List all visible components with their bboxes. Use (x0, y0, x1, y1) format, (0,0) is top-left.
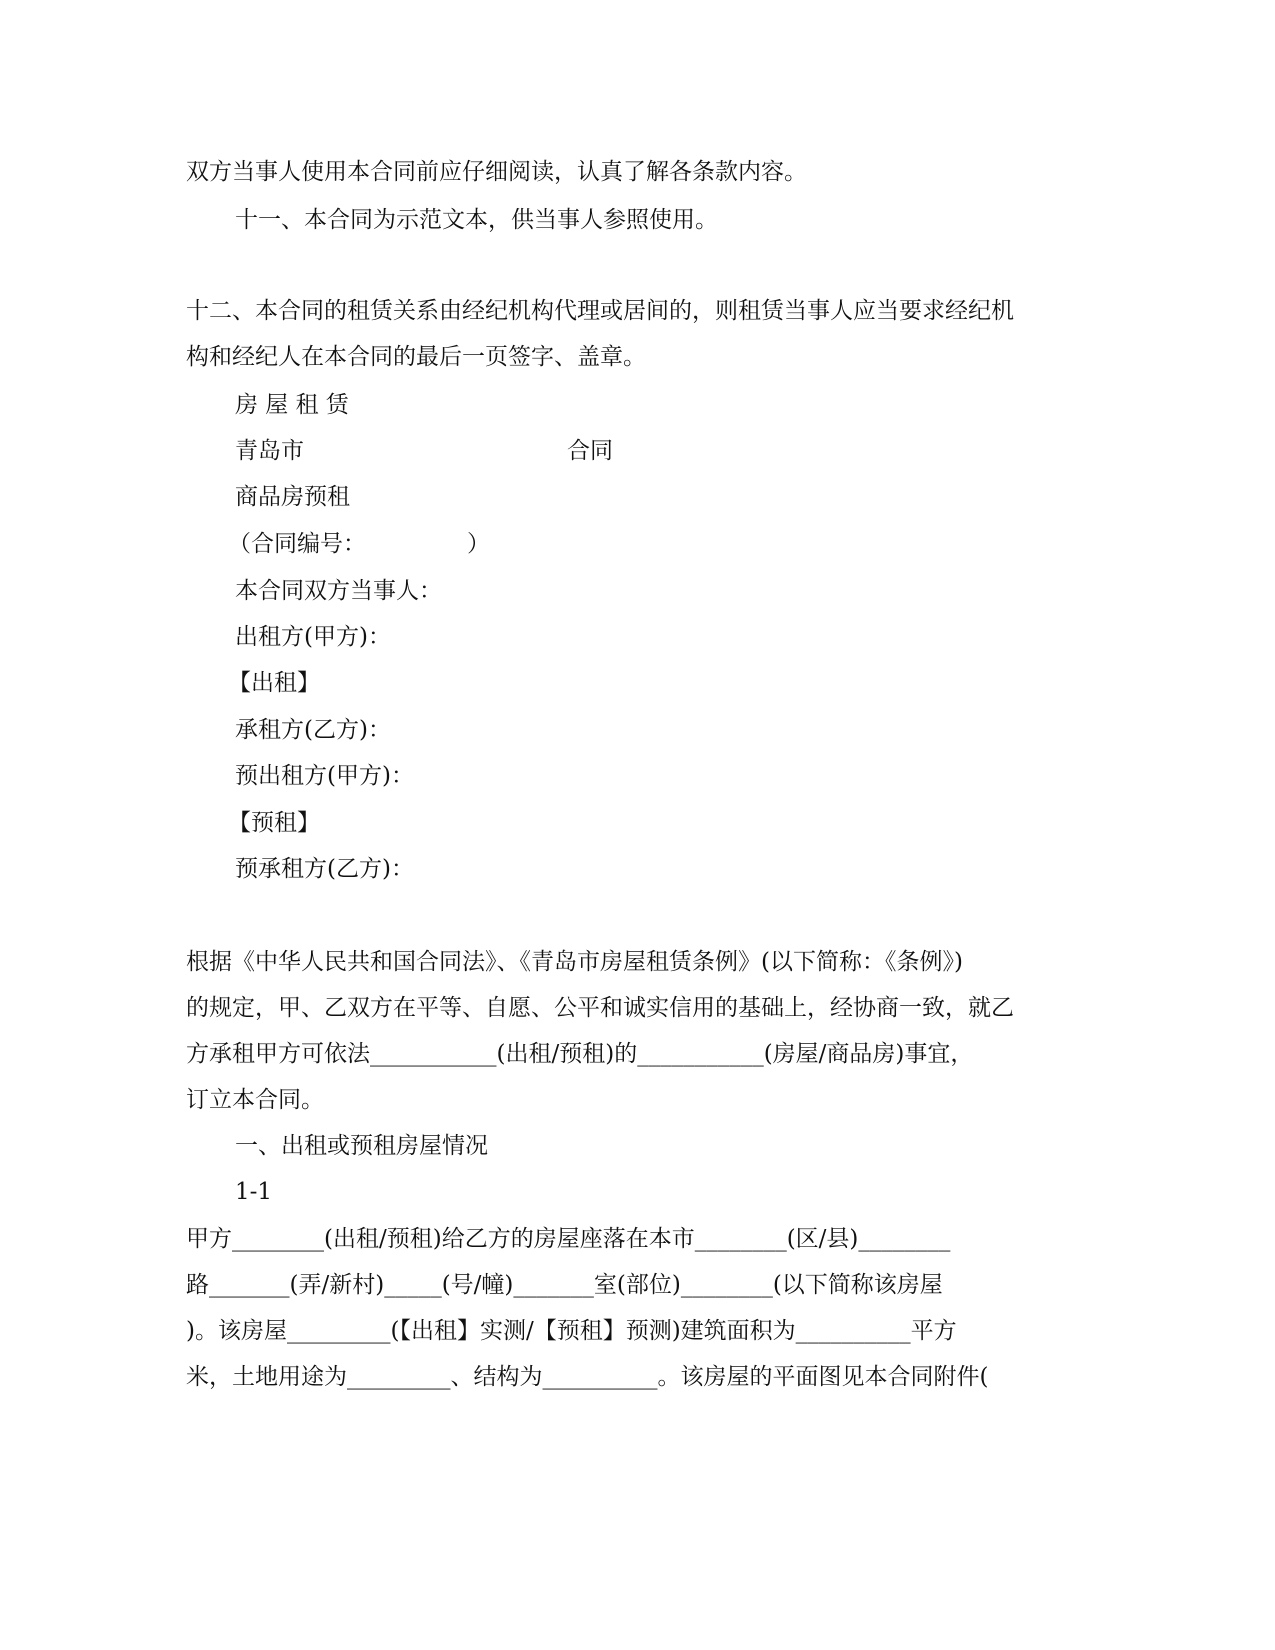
title-presale-lease: 商品房预租 (235, 484, 350, 510)
contract-number-label: （合同编号： (228, 531, 366, 557)
clause-number: 1-1 (235, 1179, 273, 1205)
parties-heading: 本合同双方当事人： (235, 578, 442, 604)
preamble-line-3: 方承租甲方可依法___________(出租/预租)的___________(房屋/商品房)事宜， (186, 1041, 974, 1067)
clause-text-line-2: 路_______(弄/新村)_____(号/幢)_______室(部位)________(以下简称该房屋 (186, 1272, 943, 1298)
paragraph-line: 双方当事人使用本合同前应仔细阅读，认真了解各条款内容。 (186, 159, 807, 185)
contract-number-close: ） (467, 531, 490, 557)
clause-twelve-line-1: 十二、本合同的租赁关系由经纪机构代理或居间的，则租赁当事人应当要求经纪机 (186, 298, 1014, 324)
clause-twelve-line-2: 构和经纪人在本合同的最后一页签字、盖章。 (186, 344, 646, 370)
title-city: 青岛市 (235, 438, 304, 464)
clause-eleven: 十一、本合同为示范文本，供当事人参照使用。 (235, 207, 718, 233)
pre-lessee-label: 预承租方(乙方)： (235, 856, 414, 882)
title-contract: 合同 (567, 438, 613, 464)
prelease-tag: 【预租】 (228, 810, 320, 836)
preamble-line-2: 的规定，甲、乙双方在平等、自愿、公平和诚实信用的基础上，经协商一致，就乙 (186, 995, 1014, 1021)
section-one-heading: 一、出租或预租房屋情况 (235, 1133, 488, 1159)
pre-lessor-label: 预出租方(甲方)： (235, 763, 414, 789)
lessor-label: 出租方(甲方)： (235, 624, 391, 650)
clause-text-line-4: 米，土地用途为_________、结构为__________。该房屋的平面图见本合同附件( (186, 1364, 989, 1390)
preamble-line-1: 根据《中华人民共和国合同法》、《青岛市房屋租赁条例》(以下简称：《条例》) (186, 949, 963, 975)
clause-text-line-1: 甲方________(出租/预租)给乙方的房屋座落在本市________(区/县)________ (186, 1226, 951, 1252)
lessee-label: 承租方(乙方)： (235, 717, 391, 743)
preamble-line-4: 订立本合同。 (186, 1087, 324, 1113)
title-house-lease: 房 屋 租 赁 (235, 392, 349, 418)
lease-tag: 【出租】 (228, 670, 320, 696)
clause-text-line-3: )。该房屋_________(【出租】实测/【预租】预测)建筑面积为__________平方 (186, 1318, 957, 1344)
